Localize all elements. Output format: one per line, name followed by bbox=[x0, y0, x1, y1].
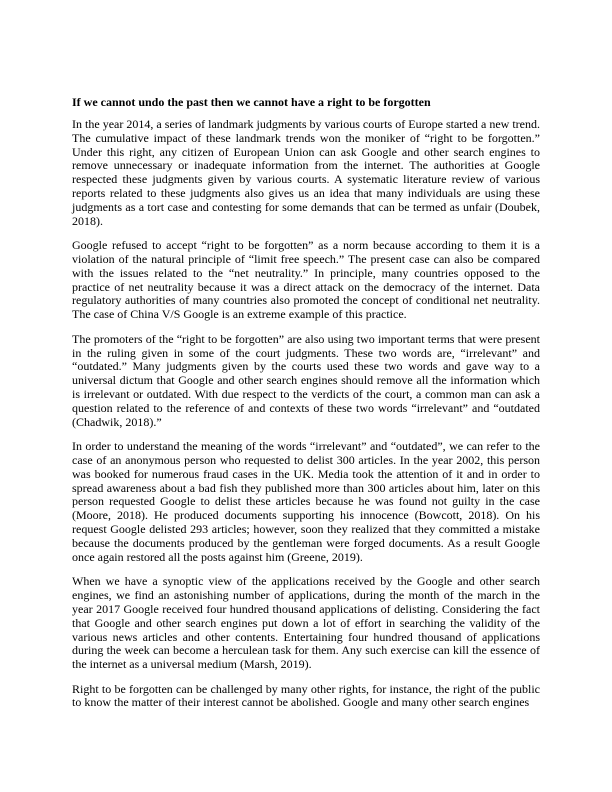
paragraph: The promoters of the “right to be forgotten” are also using two important terms that were present in the ruling given in some of the court judgments. These two words are, “irrelevant” and “outdated.” Many judgments given by the courts used these two words and gave way to a universal dictum that Google and other search engines should remove all the information which is irrelevant or outdated. With due respect to the verdicts of the court, a common man can ask a question related to the reference of and contexts of these two words “irrelevant” and “outdated (Chadwik, 2018).” bbox=[72, 331, 540, 429]
section-heading: If we cannot undo the past then we cannot have a right to be forgotten bbox=[72, 95, 431, 109]
paragraph: In order to understand the meaning of the words “irrelevant” and “outdated”, we can refer to the case of an anonymous person who requested to delist 300 articles. In the year 2002, this person was booked for numerous fraud cases in the UK. Media took the attention of it and in order to spread awareness about a bad fish they published more than 300 articles about him, later on this person requested Google to delist these articles because he was found not guilty in the case (Moore, 2018). He produced documents supporting his innocence (Bowcott, 2018). On his request Google delisted 293 articles; however, soon they realized that they committed a mistake because the documents produced by the gentleman were forged documents. As a result Google once again restored all the posts against him (Greene, 2019). bbox=[72, 439, 540, 564]
paragraph: Google refused to accept “right to be forgotten” as a norm because according to them it is a violation of the natural principle of “limit free speech.” The present case can also be compared with the issues related to the “net neutrality.” In principle, many countries opposed to the practice of net neutrality because it was a direct attack on the democracy of the internet. Data regulatory authorities of many countries also promoted the concept of conditional net neutrality. The case of China V/S Google is an extreme example of this practice. bbox=[72, 238, 540, 322]
paragraph: When we have a synoptic view of the applications received by the Google and other search engines, we find an astonishing number of applications, during the month of the march in the year 2017 Google received four hundred thousand applications of delisting. Considering the fact that Google and other search engines put down a lot of effort in searching the validity of the various news articles and other contents. Entertaining four hundred thousand of applications during the week can become a herculean task for them. Any such exercise can kill the essence of the internet as a universal medium (Marsh, 2019). bbox=[72, 574, 540, 672]
document-page bbox=[72, 96, 540, 721]
paragraph: In the year 2014, a series of landmark judgments by various courts of Europe started a new trend. The cumulative impact of these landmark trends won the moniker of “right to be forgotten.” Under this right, any citizen of European Union can ask Google and other search engines to remove unnecessary or inadequate information from the internet. The authorities at Google respected these judgments given by various courts. A systematic literature review of various reports related to these judgments also gives us an idea that many individuals are using these judgments as a tort case and contesting for some demands that can be termed as unfair (Doubek, 2018). bbox=[72, 116, 540, 228]
paragraph: Right to be forgotten can be challenged by many other rights, for instance, the right of the public to know the matter of their interest cannot be abolished. Google and many other search engines bbox=[72, 681, 540, 710]
